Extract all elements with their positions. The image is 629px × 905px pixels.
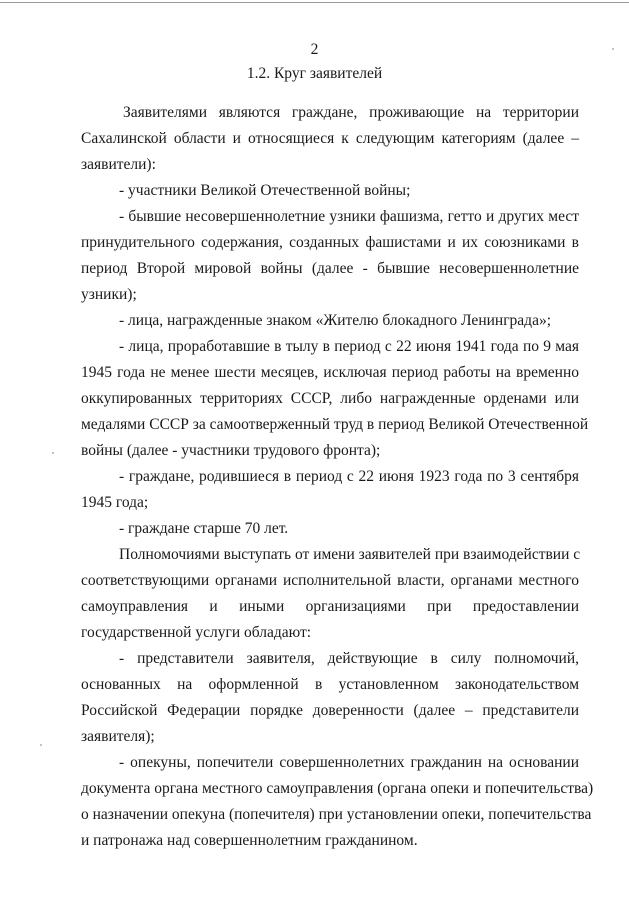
text-line: заявителя); [81,728,155,745]
text-line: самоуправления и иными организациями при предоставлении [81,598,579,615]
text-line: и патронажа над совершеннолетним гражданином. [81,832,418,849]
text-line: - представители заявителя, действующие в силу полномочий, [119,650,579,667]
scan-speck [52,452,54,454]
text-line: период Второй мировой войны (далее - бывшие несовершеннолетние [81,260,579,277]
text-line: - опекуны, попечители совершеннолетних гражданин на основании [119,754,579,771]
text-line: Российской Федерации порядке доверенности (далее – представители [81,702,579,719]
text-line: - граждане, родившиеся в период с 22 июня 1923 года по 3 сентября [119,468,579,485]
text-line: Сахалинской области и относящиеся к следующим категориям (далее – [81,130,579,147]
text-line: о назначении опекуна (попечителя) при установлении опеки, попечительства [81,806,592,823]
text-line: заявители): [81,156,156,173]
text-line: - лица, проработавшие в тылу в период с 22 июня 1941 года по 9 мая [119,338,579,355]
text-line: государственной услуги обладают: [81,624,312,641]
text-line: войны (далее - участники трудового фронта); [81,442,381,459]
text-line: медалями СССР за самоотверженный труд в период Великой Отечественной [81,416,589,433]
text-line: принудительного содержания, созданных фашистами и их союзниками в [81,234,579,251]
section-title: 1.2. Круг заявителей [246,65,383,82]
text-line: узники); [81,286,137,303]
scan-speck [612,48,614,50]
page-number: 2 [310,41,319,58]
text-line: Полномочиями выступать от имени заявителей при взаимодействии с [119,546,581,563]
scan-top-edge [0,2,629,3]
scan-speck [40,744,42,746]
text-line: 1945 года не менее шести месяцев, исключая период работы на временно [81,364,579,381]
text-line: - граждане старше 70 лет. [119,520,289,537]
text-line: соответствующими органами исполнительной власти, органами местного [81,572,579,589]
text-line: - бывшие несовершеннолетние узники фашизма, гетто и других мест [119,208,579,225]
text-line: - лица, награжденные знаком «Жителю блокадного Ленинграда»; [119,312,552,329]
text-line: - участники Великой Отечественной войны; [119,182,411,199]
text-line: документа органа местного самоуправления (органа опеки и попечительства) [81,780,594,797]
text-line: Заявителями являются граждане, проживающие на территории [123,104,579,121]
text-line: 1945 года; [81,494,149,511]
text-line: оккупированных территориях СССР, либо награжденные орденами или [81,390,579,407]
text-line: основанных на оформленной в установленном законодательством [81,676,579,693]
